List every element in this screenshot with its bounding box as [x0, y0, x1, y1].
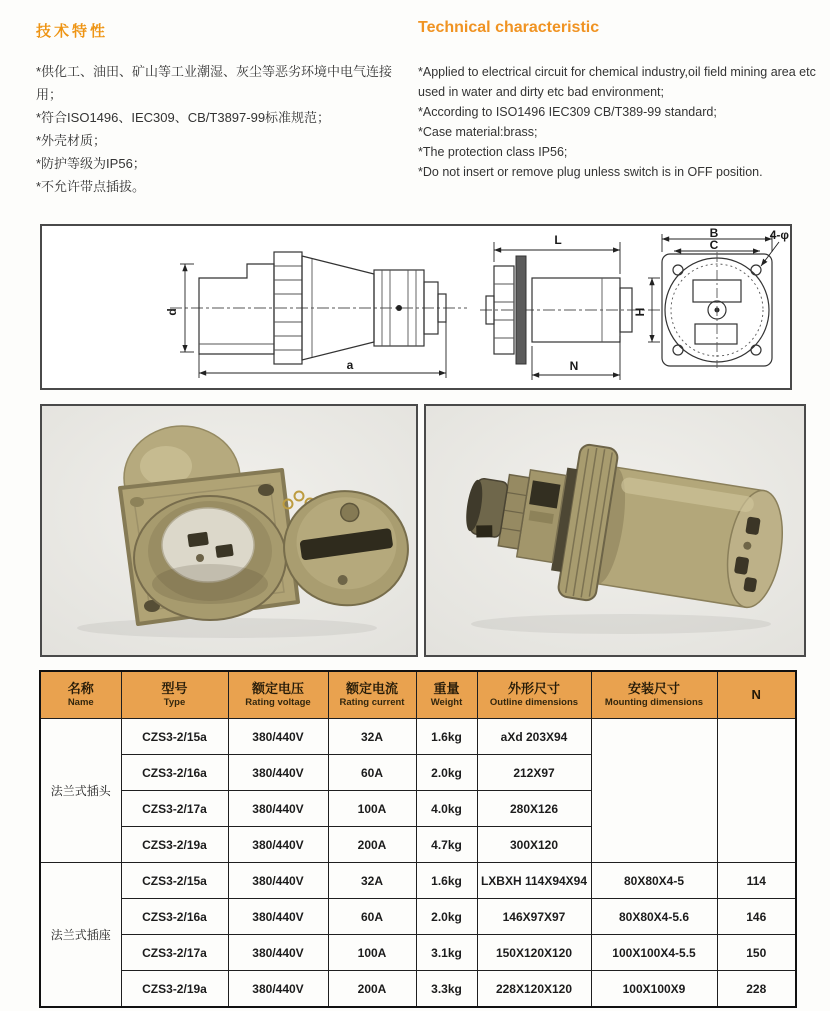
table-cell: 1.6kg — [416, 863, 477, 899]
dim-label-B: B — [709, 226, 719, 240]
table-cell: 200A — [328, 971, 416, 1008]
en-bullet: *Do not insert or remove plug unless switch is in OFF position. — [418, 165, 763, 179]
table-cell: 4.7kg — [416, 827, 477, 863]
table-row — [40, 899, 796, 935]
col-header-zh: 重量 — [433, 681, 460, 696]
en-bullet: *The protection class IP56; — [418, 145, 568, 159]
table-cell: CZS3-2/15a — [121, 863, 228, 899]
table-row — [40, 863, 796, 899]
table-cell: 380/440V — [228, 827, 328, 863]
table-cell: 100A — [328, 791, 416, 827]
col-header-current — [328, 671, 416, 719]
col-header-en: Rating voltage — [245, 697, 311, 708]
table-cell: LXBXH 114X94X94 — [477, 863, 591, 899]
table-cell: CZS3-2/17a — [121, 791, 228, 827]
photo-socket-panel — [40, 404, 418, 657]
table-cell-merged — [717, 719, 796, 863]
col-header-zh: 名称 — [67, 681, 94, 696]
table-cell: 80X80X4-5 — [591, 863, 717, 899]
socket-front-view — [633, 226, 789, 368]
table-cell: 380/440V — [228, 755, 328, 791]
col-header-voltage — [228, 671, 328, 719]
col-header-mounting — [591, 671, 717, 719]
dim-label-C: C — [709, 238, 719, 252]
table-cell: 380/440V — [228, 863, 328, 899]
zh-bullet: *防护等级为IP56； — [36, 156, 146, 171]
table-cell: 60A — [328, 899, 416, 935]
plug-side-view — [165, 252, 467, 378]
dimension-drawing-svg — [42, 226, 790, 388]
table-cell: 100X100X4-5.5 — [591, 935, 717, 971]
table-cell: aXd 203X94 — [477, 719, 591, 755]
table-cell: 4.0kg — [416, 791, 477, 827]
en-bullet-list — [418, 62, 816, 182]
zh-bullet: *不允许带点插拔。 — [36, 179, 146, 194]
table-cell: 150X120X120 — [477, 935, 591, 971]
table-cell: 80X80X4-5.6 — [591, 899, 717, 935]
table-cell: 380/440V — [228, 971, 328, 1008]
col-header-zh: 安装尺寸 — [627, 681, 680, 696]
socket-side-view — [480, 233, 660, 380]
table-cell: 146 — [717, 899, 796, 935]
photo-socket-image — [42, 406, 416, 655]
table-cell: CZS3-2/19a — [121, 971, 228, 1008]
table-cell: CZS3-2/16a — [121, 755, 228, 791]
table-cell: 380/440V — [228, 899, 328, 935]
zh-bullet-list — [36, 60, 400, 198]
table-cell: 380/440V — [228, 791, 328, 827]
table-cell: 3.1kg — [416, 935, 477, 971]
table-cell: 212X97 — [477, 755, 591, 791]
table-cell: 2.0kg — [416, 899, 477, 935]
table-cell: 100X100X9 — [591, 971, 717, 1008]
table-cell: 146X97X97 — [477, 899, 591, 935]
zh-section-title: 技术特性 — [36, 23, 109, 40]
col-header-zh: 额定电压 — [251, 681, 304, 696]
table-cell: 100A — [328, 935, 416, 971]
table-cell: 32A — [328, 719, 416, 755]
col-header-zh: 型号 — [161, 681, 188, 696]
dimension-drawing-panel — [40, 224, 792, 390]
table-row — [40, 935, 796, 971]
table-cell: 228 — [717, 971, 796, 1008]
photo-plug-panel — [424, 404, 806, 657]
dim-label-N: N — [569, 359, 579, 373]
dim-label-holes: 4-φ — [769, 228, 789, 242]
zh-bullet: *供化工、油田、矿山等工业潮湿、灰尘等恶劣环境中电气连接用； — [36, 64, 393, 102]
photo-plug-image — [426, 406, 804, 655]
dim-label-d: d — [165, 308, 179, 316]
col-header-en: Outline dimensions — [489, 697, 579, 708]
table-cell: CZS3-2/17a — [121, 935, 228, 971]
dim-label-L: L — [554, 233, 562, 247]
table-row — [40, 971, 796, 1008]
col-header-en: Type — [163, 697, 186, 708]
table-cell: 280X126 — [477, 791, 591, 827]
table-cell: 150 — [717, 935, 796, 971]
table-cell: 32A — [328, 863, 416, 899]
col-header-outline — [477, 671, 591, 719]
table-cell: 3.3kg — [416, 971, 477, 1008]
table-cell: 60A — [328, 755, 416, 791]
table-cell: 1.6kg — [416, 719, 477, 755]
table-cell: 114 — [717, 863, 796, 899]
col-header-en: Weight — [430, 697, 463, 708]
en-bullet: *According to ISO1496 IEC309 CB/T389-99 standard; — [418, 105, 717, 119]
col-header-zh: N — [751, 687, 761, 702]
table-cell: CZS3-2/19a — [121, 827, 228, 863]
table-header-row — [40, 671, 796, 719]
col-header-type — [121, 671, 228, 719]
zh-bullet: *符合ISO1496、IEC309、CB/T3897-99标准规范； — [36, 110, 331, 125]
col-header-zh: 额定电流 — [345, 681, 398, 696]
zh-bullet: *外壳材质； — [36, 133, 107, 148]
table-cell: 380/440V — [228, 935, 328, 971]
table-cell: 2.0kg — [416, 755, 477, 791]
en-section-title: Technical characteristic — [418, 19, 600, 36]
col-header-zh: 外形尺寸 — [507, 681, 560, 696]
en-bullet: *Case material:brass; — [418, 125, 538, 139]
col-header-en: Rating current — [339, 697, 405, 708]
table-cell: 300X120 — [477, 827, 591, 863]
table-cell: CZS3-2/16a — [121, 899, 228, 935]
spec-table — [39, 670, 797, 1008]
table-cell: 228X120X120 — [477, 971, 591, 1008]
col-header-en: Name — [67, 697, 94, 708]
dim-label-a: a — [346, 358, 354, 372]
table-cell: CZS3-2/15a — [121, 719, 228, 755]
table-cell-merged — [591, 719, 717, 863]
col-header-en: Mounting dimensions — [604, 697, 704, 708]
en-bullet: *Applied to electrical circuit for chemical industry,oil field mining area etc used in water and dirty etc bad environment; — [418, 65, 816, 99]
table-row — [40, 719, 796, 755]
dim-label-H: H — [633, 307, 647, 317]
table-cell: 200A — [328, 827, 416, 863]
group-name-cell: 法兰式插头 — [40, 719, 121, 863]
group-name-cell: 法兰式插座 — [40, 863, 121, 1008]
col-header-weight — [416, 671, 477, 719]
col-header-name — [40, 671, 121, 719]
col-header-n — [717, 671, 796, 719]
table-cell: 380/440V — [228, 719, 328, 755]
